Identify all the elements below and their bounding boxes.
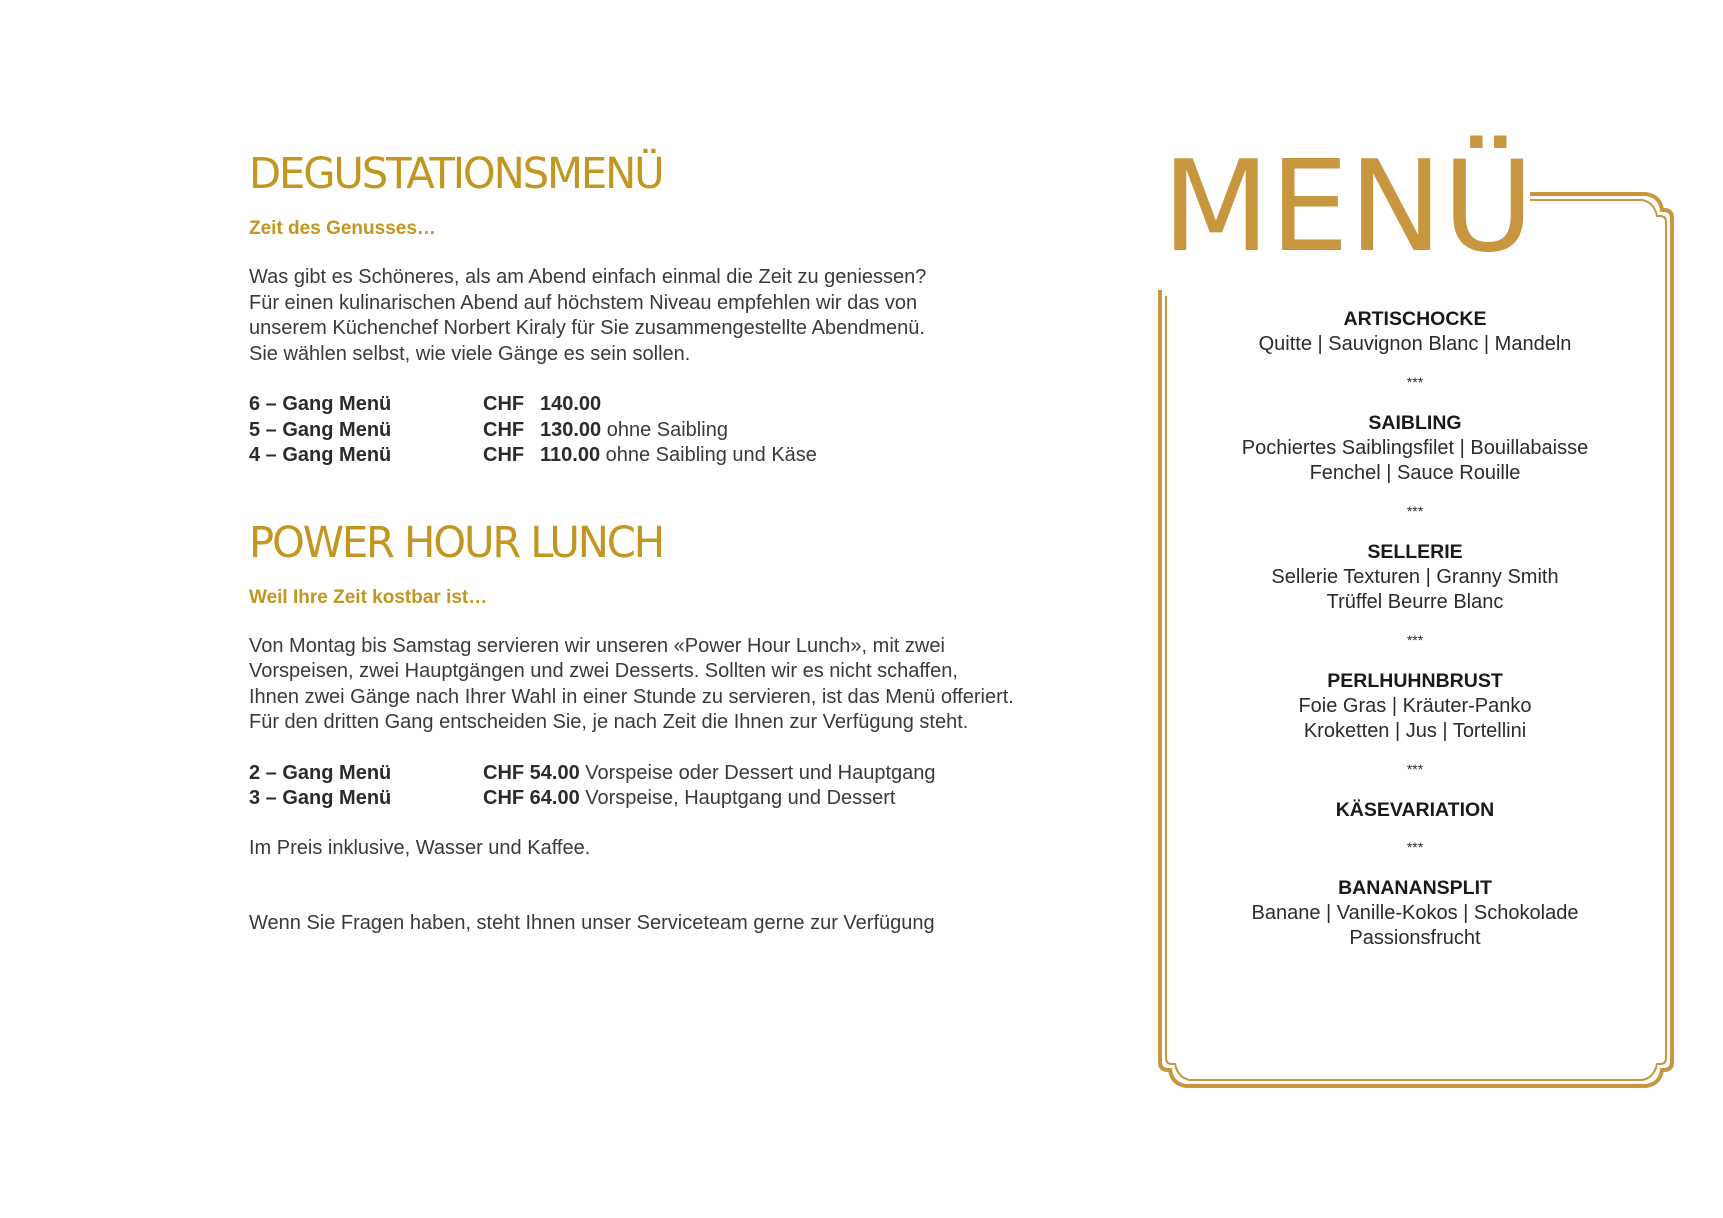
- course-kaesevariation: [1160, 798, 1670, 823]
- price-note: Vorspeise, Hauptgang und Dessert: [579, 787, 896, 809]
- price-name: 6 – Gang Menü: [249, 393, 392, 415]
- course-sellerie: [1160, 540, 1670, 616]
- course-separator: ***: [1406, 838, 1424, 855]
- course-title: PERLHUHNBRUST: [1327, 669, 1503, 692]
- course-description: Fenchel | Sauce Rouille: [1309, 462, 1521, 484]
- price-name: 3 – Gang Menü: [249, 787, 392, 809]
- price-amount: 140.00: [540, 393, 602, 415]
- price-amount: CHF 54.00: [483, 761, 580, 784]
- course-separator: ***: [1406, 373, 1424, 390]
- menu-course-list: [1160, 307, 1670, 952]
- price-currency: CHF: [483, 418, 525, 441]
- course-description: Kroketten | Jus | Tortellini: [1303, 720, 1527, 742]
- course-title: ARTISCHOCKE: [1343, 308, 1487, 330]
- paragraph-line: unserem Küchenchef Norbert Kiraly für Sie zusammengestellte Abendmenü.: [249, 317, 925, 339]
- course-description: Passionsfrucht: [1349, 927, 1481, 949]
- price-amount: 130.00: [540, 418, 602, 441]
- menu-title: MENÜ: [1162, 133, 1534, 280]
- price-note: ohne Saibling und Käse: [600, 444, 817, 466]
- paragraph-line: Vorspeisen, zwei Hauptgängen und zwei Desserts. Sollten wir es nicht schaffen,: [249, 660, 958, 682]
- course-description: Trüffel Beurre Blanc: [1326, 591, 1504, 613]
- price-name: 2 – Gang Menü: [249, 761, 392, 784]
- paragraph-line: Sie wählen selbst, wie viele Gänge es sein sollen.: [249, 342, 691, 365]
- degustation-heading: DEGUSTATIONSMENÜ: [249, 149, 663, 199]
- paragraph-line: Für den dritten Gang entscheiden Sie, je nach Zeit die Ihnen zur Verfügung steht.: [249, 711, 969, 733]
- price-currency: CHF: [483, 393, 525, 415]
- paragraph-line: Von Montag bis Samstag servieren wir unseren «Power Hour Lunch», mit zwei: [249, 634, 945, 657]
- price-amount: CHF 64.00: [483, 787, 580, 809]
- course-artischocke: [1160, 307, 1670, 358]
- course-title: SELLERIE: [1367, 540, 1463, 563]
- course-separator: ***: [1406, 760, 1424, 777]
- course-bananansplit: [1160, 876, 1670, 952]
- paragraph-line: Ihnen zwei Gänge nach Ihrer Wahl in einer Stunde zu servieren, ist das Menü offeriert.: [249, 685, 1014, 708]
- course-saibling: [1160, 411, 1670, 487]
- course-description: Pochiertes Saiblingsfilet | Bouillabaisse: [1241, 436, 1589, 459]
- course-perlhuhnbrust: [1160, 669, 1670, 745]
- price-note: ohne Saibling: [601, 418, 728, 441]
- price-name: 5 – Gang Menü: [249, 418, 392, 441]
- course-description: Quitte | Sauvignon Blanc | Mandeln: [1258, 333, 1572, 355]
- price-note: Vorspeise oder Dessert und Hauptgang: [579, 761, 936, 784]
- course-title: SAIBLING: [1368, 411, 1462, 434]
- lunch-heading: POWER HOUR LUNCH: [249, 517, 664, 568]
- questions-note: Wenn Sie Fragen haben, steht Ihnen unser Serviceteam gerne zur Verfügung: [249, 912, 935, 934]
- course-title: KÄSEVARIATION: [1335, 798, 1495, 821]
- paragraph-line: Was gibt es Schöneres, als am Abend einfach einmal die Zeit zu geniessen?: [249, 266, 927, 288]
- paragraph-line: Für einen kulinarischen Abend auf höchstem Niveau empfehlen wir das von: [249, 291, 918, 314]
- lunch-subtitle: Weil Ihre Zeit kostbar ist…: [249, 586, 488, 608]
- course-separator: ***: [1406, 502, 1424, 519]
- included-note: Im Preis inklusive, Wasser und Kaffee.: [249, 836, 591, 859]
- price-name: 4 – Gang Menü: [249, 444, 392, 466]
- course-description: Sellerie Texturen | Granny Smith: [1271, 565, 1559, 588]
- degustation-subtitle: Zeit des Genusses…: [249, 218, 436, 239]
- course-description: Foie Gras | Kräuter-Panko: [1298, 694, 1532, 717]
- price-amount: 110.00: [540, 444, 601, 466]
- course-separator: ***: [1406, 631, 1424, 648]
- price-currency: CHF: [483, 444, 525, 466]
- course-title: BANANANSPLIT: [1338, 876, 1492, 899]
- course-description: Banane | Vanille-Kokos | Schokolade: [1251, 901, 1579, 924]
